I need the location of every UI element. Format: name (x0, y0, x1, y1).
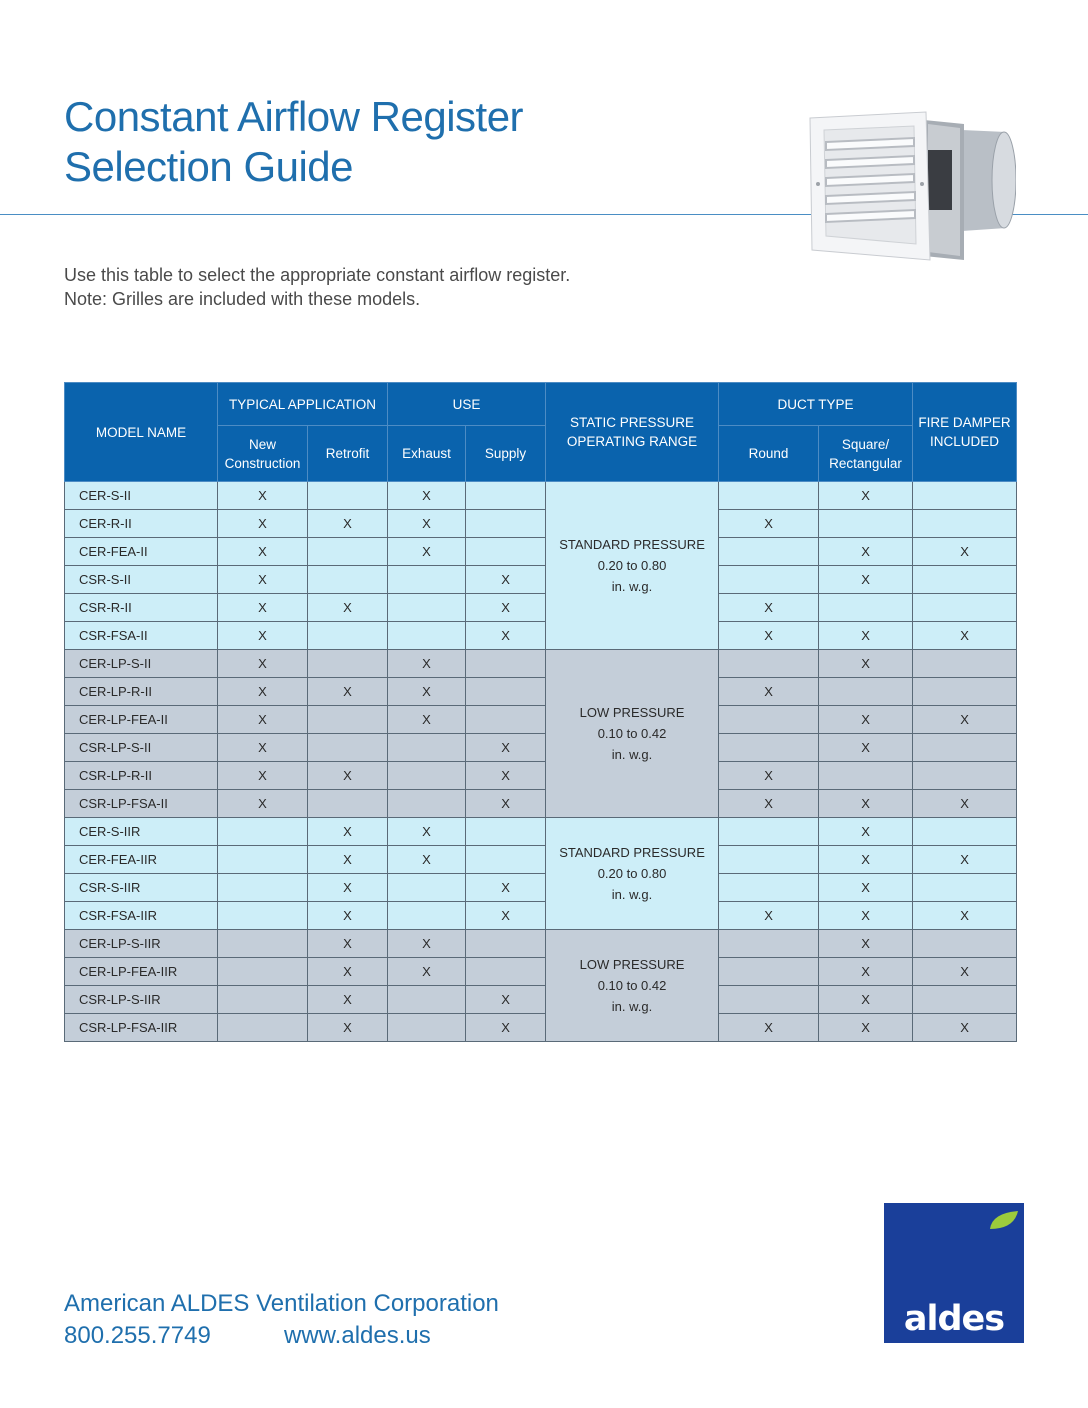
cell-supply: X (466, 790, 546, 818)
pressure-range: 0.20 to 0.80 (597, 558, 667, 573)
cell-round (719, 734, 819, 762)
cell-retrofit: X (308, 1014, 388, 1042)
cell-fire-damper: X (913, 622, 1017, 650)
cell-model-name: CSR-LP-R-II (65, 762, 218, 790)
cell-square-rectangular (819, 594, 913, 622)
cell-square-rectangular (819, 762, 913, 790)
cell-supply: X (466, 902, 546, 930)
cell-square-rectangular: X (819, 1014, 913, 1042)
aldes-logo (884, 1203, 1024, 1343)
page-title (64, 92, 764, 192)
cell-exhaust: X (388, 482, 466, 510)
table-row (65, 986, 1017, 1014)
title-line-2: Selection Guide (64, 143, 354, 190)
cell-model-name: CSR-S-II (65, 566, 218, 594)
cell-model-name: CSR-LP-S-II (65, 734, 218, 762)
cell-new-construction: X (218, 762, 308, 790)
table-row (65, 734, 1017, 762)
cell-square-rectangular: X (819, 706, 913, 734)
cell-retrofit (308, 706, 388, 734)
cell-round: X (719, 1014, 819, 1042)
cell-retrofit: X (308, 958, 388, 986)
cell-supply (466, 510, 546, 538)
title-line-1: Constant Airflow Register (64, 93, 524, 140)
cell-supply (466, 818, 546, 846)
cell-exhaust: X (388, 930, 466, 958)
cell-new-construction (218, 874, 308, 902)
table-row (65, 1014, 1017, 1042)
cell-fire-damper (913, 594, 1017, 622)
cell-exhaust: X (388, 538, 466, 566)
cell-supply (466, 846, 546, 874)
cell-new-construction (218, 818, 308, 846)
cell-supply: X (466, 566, 546, 594)
cell-exhaust (388, 734, 466, 762)
cell-model-name: CER-FEA-IIR (65, 846, 218, 874)
cell-fire-damper (913, 930, 1017, 958)
cell-supply (466, 930, 546, 958)
cell-exhaust (388, 1014, 466, 1042)
cell-exhaust (388, 986, 466, 1014)
cell-exhaust (388, 762, 466, 790)
pressure-range: 0.20 to 0.80 (597, 866, 667, 881)
leaf-icon (988, 1209, 1020, 1233)
cell-model-name: CSR-LP-S-IIR (65, 986, 218, 1014)
cell-new-construction: X (218, 482, 308, 510)
cell-exhaust: X (388, 510, 466, 538)
cell-retrofit: X (308, 986, 388, 1014)
intro-line-2: Note: Grilles are included with these models. (64, 289, 421, 309)
cell-round: X (719, 622, 819, 650)
cell-supply (466, 650, 546, 678)
table-row (65, 790, 1017, 818)
cell-fire-damper: X (913, 846, 1017, 874)
cell-new-construction: X (218, 622, 308, 650)
cell-model-name: CER-LP-S-IIR (65, 930, 218, 958)
cell-square-rectangular: X (819, 818, 913, 846)
cell-new-construction (218, 846, 308, 874)
table-row (65, 594, 1017, 622)
cell-fire-damper (913, 762, 1017, 790)
table-row (65, 650, 1017, 678)
cell-model-name: CSR-FSA-IIR (65, 902, 218, 930)
cell-exhaust (388, 902, 466, 930)
cell-square-rectangular: X (819, 622, 913, 650)
cell-supply: X (466, 986, 546, 1014)
cell-supply: X (466, 734, 546, 762)
cell-exhaust: X (388, 818, 466, 846)
cell-round (719, 930, 819, 958)
pressure-name: LOW PRESSURE (579, 957, 685, 972)
cell-fire-damper (913, 818, 1017, 846)
cell-pressure-range (546, 482, 719, 650)
cell-model-name: CER-LP-S-II (65, 650, 218, 678)
table-row (65, 874, 1017, 902)
cell-square-rectangular: X (819, 986, 913, 1014)
cell-new-construction (218, 930, 308, 958)
cell-supply (466, 482, 546, 510)
cell-retrofit: X (308, 874, 388, 902)
register-product-image (806, 110, 1016, 270)
cell-round (719, 566, 819, 594)
cell-round (719, 538, 819, 566)
cell-square-rectangular (819, 678, 913, 706)
cell-exhaust: X (388, 706, 466, 734)
table-row (65, 566, 1017, 594)
cell-square-rectangular: X (819, 650, 913, 678)
cell-exhaust (388, 594, 466, 622)
cell-pressure-range (546, 818, 719, 930)
cell-square-rectangular: X (819, 902, 913, 930)
cell-fire-damper: X (913, 1014, 1017, 1042)
cell-supply: X (466, 622, 546, 650)
cell-fire-damper (913, 874, 1017, 902)
cell-round: X (719, 594, 819, 622)
cell-round: X (719, 762, 819, 790)
table-row (65, 846, 1017, 874)
footer-contact (64, 1288, 824, 1352)
table-row (65, 818, 1017, 846)
table-row (65, 482, 1017, 510)
header-typical-application: TYPICAL APPLICATION (218, 383, 388, 426)
cell-new-construction: X (218, 538, 308, 566)
cell-new-construction (218, 902, 308, 930)
intro-line-1: Use this table to select the appropriate constant airflow register. (64, 265, 571, 285)
cell-square-rectangular: X (819, 538, 913, 566)
cell-fire-damper: X (913, 538, 1017, 566)
cell-retrofit (308, 734, 388, 762)
cell-retrofit: X (308, 594, 388, 622)
cell-pressure-range (546, 930, 719, 1042)
cell-new-construction: X (218, 706, 308, 734)
header-retrofit: Retrofit (308, 426, 388, 482)
table-row (65, 678, 1017, 706)
cell-fire-damper: X (913, 706, 1017, 734)
cell-round (719, 650, 819, 678)
cell-supply (466, 538, 546, 566)
pressure-unit: in. w.g. (611, 579, 653, 594)
cell-fire-damper: X (913, 958, 1017, 986)
cell-pressure-range (546, 650, 719, 818)
cell-new-construction (218, 958, 308, 986)
cell-exhaust (388, 622, 466, 650)
cell-model-name: CSR-LP-FSA-IIR (65, 1014, 218, 1042)
cell-fire-damper (913, 650, 1017, 678)
table-row (65, 762, 1017, 790)
pressure-unit: in. w.g. (611, 747, 653, 762)
cell-square-rectangular: X (819, 790, 913, 818)
cell-square-rectangular: X (819, 734, 913, 762)
cell-supply: X (466, 1014, 546, 1042)
cell-new-construction (218, 986, 308, 1014)
header-round: Round (719, 426, 819, 482)
phone-number: 800.255.7749 (64, 1322, 211, 1349)
cell-fire-damper: X (913, 902, 1017, 930)
cell-new-construction: X (218, 594, 308, 622)
cell-model-name: CSR-R-II (65, 594, 218, 622)
cell-round: X (719, 902, 819, 930)
cell-retrofit (308, 622, 388, 650)
cell-fire-damper (913, 566, 1017, 594)
website-link[interactable]: www.aldes.us (284, 1322, 431, 1349)
cell-fire-damper (913, 734, 1017, 762)
cell-round (719, 706, 819, 734)
cell-supply: X (466, 874, 546, 902)
cell-model-name: CER-S-II (65, 482, 218, 510)
pressure-range: 0.10 to 0.42 (597, 978, 667, 993)
table-row (65, 510, 1017, 538)
cell-fire-damper: X (913, 790, 1017, 818)
cell-model-name: CER-LP-FEA-II (65, 706, 218, 734)
pressure-name: STANDARD PRESSURE (559, 537, 705, 552)
cell-retrofit (308, 538, 388, 566)
cell-new-construction: X (218, 734, 308, 762)
cell-supply (466, 958, 546, 986)
cell-supply (466, 678, 546, 706)
cell-round (719, 482, 819, 510)
pressure-name: STANDARD PRESSURE (559, 845, 705, 860)
cell-model-name: CER-LP-FEA-IIR (65, 958, 218, 986)
header-supply: Supply (466, 426, 546, 482)
pressure-unit: in. w.g. (611, 999, 653, 1014)
cell-retrofit: X (308, 902, 388, 930)
cell-fire-damper (913, 678, 1017, 706)
cell-round (719, 874, 819, 902)
table-row (65, 706, 1017, 734)
table-row (65, 958, 1017, 986)
cell-retrofit (308, 566, 388, 594)
company-name: American ALDES Ventilation Corporation (64, 1290, 499, 1317)
table-row (65, 538, 1017, 566)
table-row (65, 902, 1017, 930)
cell-round: X (719, 790, 819, 818)
table-body (65, 482, 1017, 1042)
cell-round (719, 958, 819, 986)
cell-model-name: CER-FEA-II (65, 538, 218, 566)
header-fire-damper: FIRE DAMPER INCLUDED (913, 383, 1017, 482)
cell-retrofit (308, 650, 388, 678)
header-model-name: MODEL NAME (65, 383, 218, 482)
cell-exhaust: X (388, 650, 466, 678)
cell-square-rectangular: X (819, 566, 913, 594)
header-new-construction: New Construction (218, 426, 308, 482)
cell-supply: X (466, 762, 546, 790)
cell-square-rectangular: X (819, 874, 913, 902)
selection-table (64, 382, 1017, 1042)
cell-square-rectangular: X (819, 958, 913, 986)
cell-retrofit: X (308, 510, 388, 538)
cell-exhaust: X (388, 678, 466, 706)
cell-retrofit: X (308, 678, 388, 706)
cell-retrofit (308, 482, 388, 510)
cell-retrofit: X (308, 846, 388, 874)
cell-retrofit: X (308, 762, 388, 790)
logo-wordmark: aldes (903, 1299, 1005, 1339)
pressure-unit: in. w.g. (611, 887, 653, 902)
cell-retrofit: X (308, 930, 388, 958)
cell-square-rectangular (819, 510, 913, 538)
cell-new-construction (218, 1014, 308, 1042)
intro-text (64, 263, 764, 311)
cell-new-construction: X (218, 678, 308, 706)
cell-exhaust (388, 790, 466, 818)
pressure-name: LOW PRESSURE (579, 705, 685, 720)
table-row (65, 622, 1017, 650)
cell-round (719, 986, 819, 1014)
cell-new-construction: X (218, 566, 308, 594)
cell-new-construction: X (218, 650, 308, 678)
cell-square-rectangular: X (819, 930, 913, 958)
header-static-pressure: STATIC PRESSURE OPERATING RANGE (546, 383, 719, 482)
header-exhaust: Exhaust (388, 426, 466, 482)
pressure-range: 0.10 to 0.42 (597, 726, 667, 741)
cell-round (719, 818, 819, 846)
cell-fire-damper (913, 482, 1017, 510)
table-row (65, 930, 1017, 958)
cell-retrofit: X (308, 818, 388, 846)
cell-model-name: CER-R-II (65, 510, 218, 538)
cell-exhaust (388, 874, 466, 902)
cell-model-name: CER-LP-R-II (65, 678, 218, 706)
cell-new-construction: X (218, 790, 308, 818)
cell-round (719, 846, 819, 874)
header-use: USE (388, 383, 546, 426)
cell-fire-damper (913, 986, 1017, 1014)
cell-supply: X (466, 594, 546, 622)
cell-exhaust (388, 566, 466, 594)
cell-exhaust: X (388, 846, 466, 874)
cell-round: X (719, 678, 819, 706)
cell-model-name: CSR-FSA-II (65, 622, 218, 650)
cell-model-name: CER-S-IIR (65, 818, 218, 846)
cell-square-rectangular: X (819, 482, 913, 510)
cell-round: X (719, 510, 819, 538)
cell-retrofit (308, 790, 388, 818)
cell-supply (466, 706, 546, 734)
cell-model-name: CSR-LP-FSA-II (65, 790, 218, 818)
cell-exhaust: X (388, 958, 466, 986)
cell-square-rectangular: X (819, 846, 913, 874)
header-square-rectangular: Square/ Rectangular (819, 426, 913, 482)
cell-model-name: CSR-S-IIR (65, 874, 218, 902)
cell-fire-damper (913, 510, 1017, 538)
cell-new-construction: X (218, 510, 308, 538)
header-duct-type: DUCT TYPE (719, 383, 913, 426)
